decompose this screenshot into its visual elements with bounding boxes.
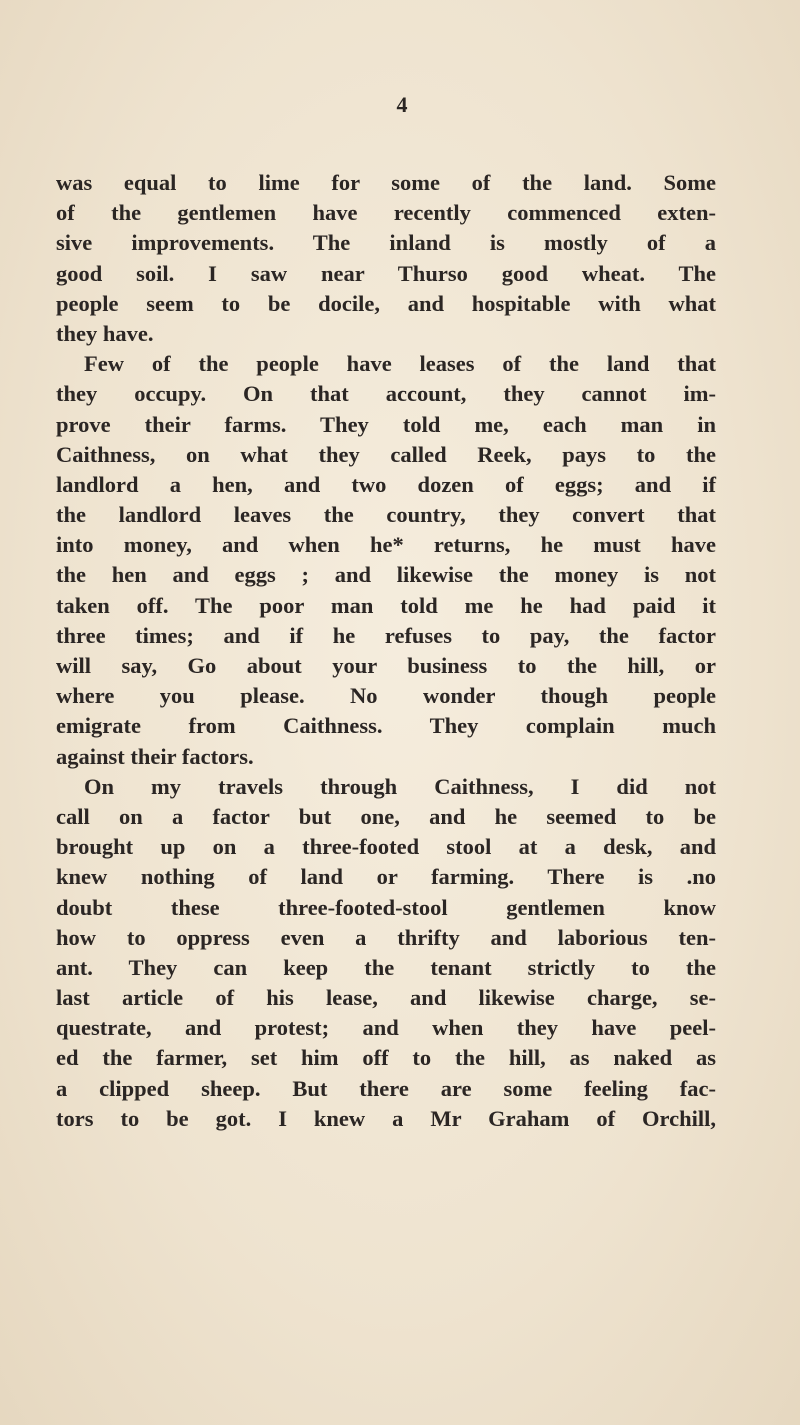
text-line: call on a factor but one, and he seemed to be	[56, 803, 716, 829]
text-line: against their factors.	[56, 743, 254, 769]
text-line: how to oppress even a thrifty and laborious ten-	[56, 924, 716, 950]
text-line: tors to be got. I knew a Mr Graham of Orchill,	[56, 1105, 716, 1131]
text-line: they occupy. On that account, they cannot im-	[56, 381, 716, 407]
text-line: brought up on a three-footed stool at a desk, and	[56, 834, 716, 860]
text-line: taken off. The poor man told me he had paid it	[56, 592, 716, 618]
text-line: prove their farms. They told me, each man in	[56, 411, 716, 437]
text-line: Caithness, on what they called Reek, pays to the	[56, 441, 716, 467]
text-line: knew nothing of land or farming. There is .no	[56, 864, 716, 890]
text-line: people seem to be docile, and hospitable with what	[56, 290, 716, 316]
text-line: sive improvements. The inland is mostly of a	[56, 230, 716, 256]
text-line: will say, Go about your business to the hill, or	[56, 653, 716, 678]
text-line: doubt these three-footed-stool gentlemen know	[56, 894, 716, 920]
page-number: 4	[396, 92, 408, 117]
text-line: of the gentlemen have recently commenced exten-	[56, 200, 716, 226]
text-line: the landlord leaves the country, they convert that	[56, 502, 716, 528]
body-text	[56, 168, 716, 1134]
text-line: they have.	[56, 320, 154, 346]
text-line: On my travels through Caithness, I did not	[84, 773, 716, 799]
text-line: emigrate from Caithness. They complain much	[56, 713, 716, 739]
text-line: last article of his lease, and likewise charge, se-	[56, 985, 716, 1011]
text-line: landlord a hen, and two dozen of eggs; and if	[56, 471, 716, 497]
text-line: a clipped sheep. But there are some feeling fac-	[56, 1075, 716, 1101]
text-line: Few of the people have leases of the land that	[84, 351, 716, 377]
text-line: the hen and eggs ; and likewise the money is not	[56, 562, 716, 588]
text-line: was equal to lime for some of the land. Some	[56, 170, 716, 195]
text-line: questrate, and protest; and when they have peel-	[56, 1015, 716, 1041]
text-line: where you please. No wonder though people	[56, 683, 716, 709]
text-line: into money, and when he* returns, he must have	[56, 532, 716, 558]
text-line: good soil. I saw near Thurso good wheat. The	[56, 260, 716, 286]
text-line: three times; and if he refuses to pay, the factor	[56, 622, 716, 648]
text-line: ant. They can keep the tenant strictly to the	[56, 954, 716, 980]
text-line: ed the farmer, set him off to the hill, as naked as	[56, 1045, 716, 1071]
